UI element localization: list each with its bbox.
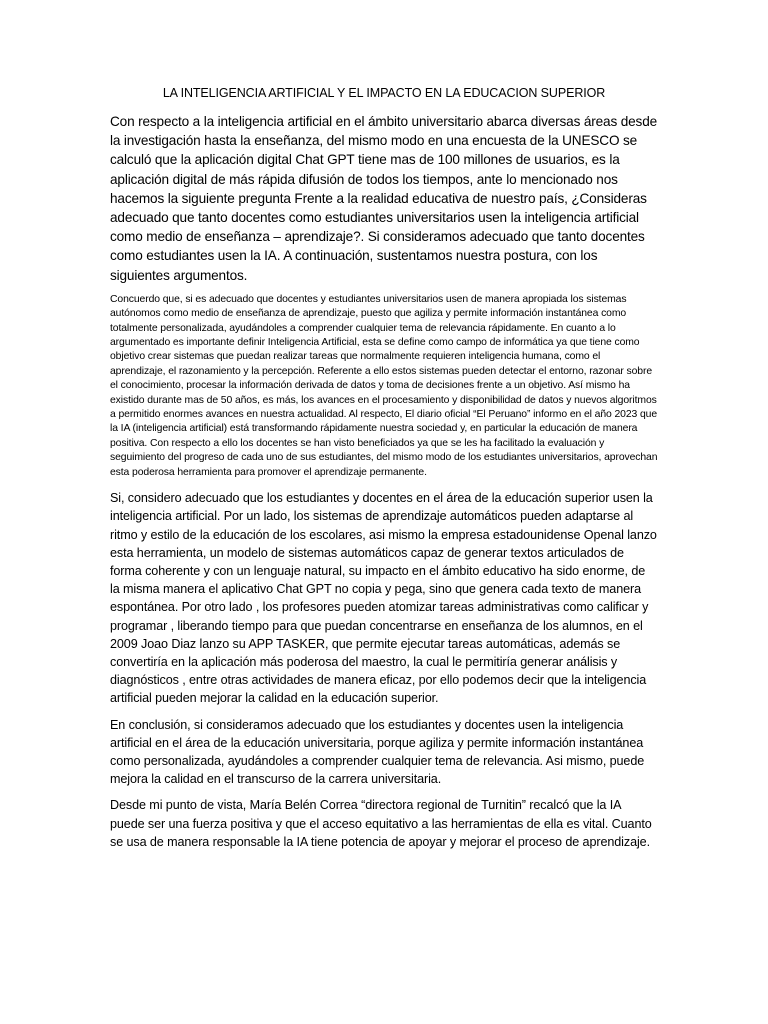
opinion-paragraph: Desde mi punto de vista, María Belén Correa “directora regional de Turnitin” recalcó que la IA puede ser una fuerza positiva y que el acceso equitativo a las herramientas de ella es vital. Cuanto se usa de manera responsable la IA tiene potencia de apoyar y mejorar el proceso de aprendizaje. <box>110 798 652 849</box>
document-title: LA INTELIGENCIA ARTIFICIAL Y EL IMPACTO EN LA EDUCACION SUPERIOR <box>162 86 606 100</box>
support-paragraph: Si, considero adecuado que los estudiantes y docentes en el área de la educación superior usen la inteligencia artificial. Por un lado, los sistemas de aprendizaje automáticos pueden adaptarse al ritmo y estilo de la educación de los escolares, asi mismo la empresa estadounidense Openal lanzo esta herramienta, un modelo de sistemas automáticos capaz de generar textos articulados de forma coherente y con un lenguaje natural, su impacto en el ámbito educativo ha sido enorme, de la misma manera el aplicativo Chat GPT no copia y pega, sino que genera cada texto de manera espontánea. Por otro lado , los profesores pueden atomizar tareas administrativas como calificar y programar , liberando tiempo para que puedan concentrarse en enseñanza de los alumnos, en el 2009 Joao Diaz lanzo su APP TASKER, que permite ejecutar tareas automáticas, además se convertiría en la aplicación más poderosa del maestro, la cual le permitiría generar análisis y diagnósticos , entre otras actividades de manera eficaz, por ello podemos decir que la inteligencia artificial pueden mejorar la calidad en la educación superior. <box>110 491 657 706</box>
argument-paragraph: Concuerdo que, si es adecuado que docentes y estudiantes universitarios usen de manera apropiada los sistemas autónomos como medio de enseñanza de aprendizaje, puesto que agiliza y permite información instantánea como totalmente personalizada, ayudándoles a comprender cualquier tema de relevancia rápidamente. En cuanto a lo argumentado es importante definir Inteligencia Artificial, esta se define como campo de informática ya que tiene como objetivo crear sistemas que puedan realizar tareas que normalmente requieren inteligencia humana, como el aprendizaje, el razonamiento y la percepción. Referente a ello estos sistemas pueden detectar el entorno, razonar sobre el conocimiento, procesar la información derivada de datos y toma de decisiones frente a un objetivo. Así mismo ha existido durante mas de 50 años, es más, los avances en el procesamiento y disponibilidad de datos y nuevos algoritmos a permitido enormes avances en nuestra actualidad. Al respecto, El diario oficial “El Peruano” informo en el año 2023 que la IA (inteligencia artificial) está transformando rápidamente nuestra sociedad y, en particular la educación de manera positiva. Con respecto a ello los docentes se han visto beneficiados ya que se les ha facilitado la evaluación y seguimiento del progreso de cada uno de sus estudiantes, del mismo modo de los estudiantes universitarios, aprovechan esta poderosa herramienta para promover el aprendizaje permanente. <box>110 293 658 478</box>
intro-paragraph: Con respecto a la inteligencia artificial en el ámbito universitario abarca diversas áreas desde la investigación hasta la enseñanza, del mismo modo en una encuesta de la UNESCO se calculó que la aplicación digital Chat GPT tiene mas de 100 millones de usuarios, es la aplicación digital de más rápida difusión de todos los tiempos, ante lo mencionado nos hacemos la siguiente pregunta Frente a la realidad educativa de nuestro país, ¿Consideras adecuado que tanto docentes como estudiantes universitarios usen la inteligencia artificial como medio de enseñanza – aprendizaje?. Si consideramos adecuado que tanto docentes como estudiantes usen la IA. A continuación, sustentamos nuestra postura, con los siguientes argumentos. <box>110 114 658 283</box>
conclusion-paragraph: En conclusión, si consideramos adecuado que los estudiantes y docentes usen la inteligencia artificial en el área de la educación universitaria, porque agiliza y permite información instantánea como personalizada, ayudándoles a comprender cualquier tema de relevancia. Asi mismo, puede mejora la calidad en el transcurso de la carrera universitaria. <box>110 717 645 787</box>
